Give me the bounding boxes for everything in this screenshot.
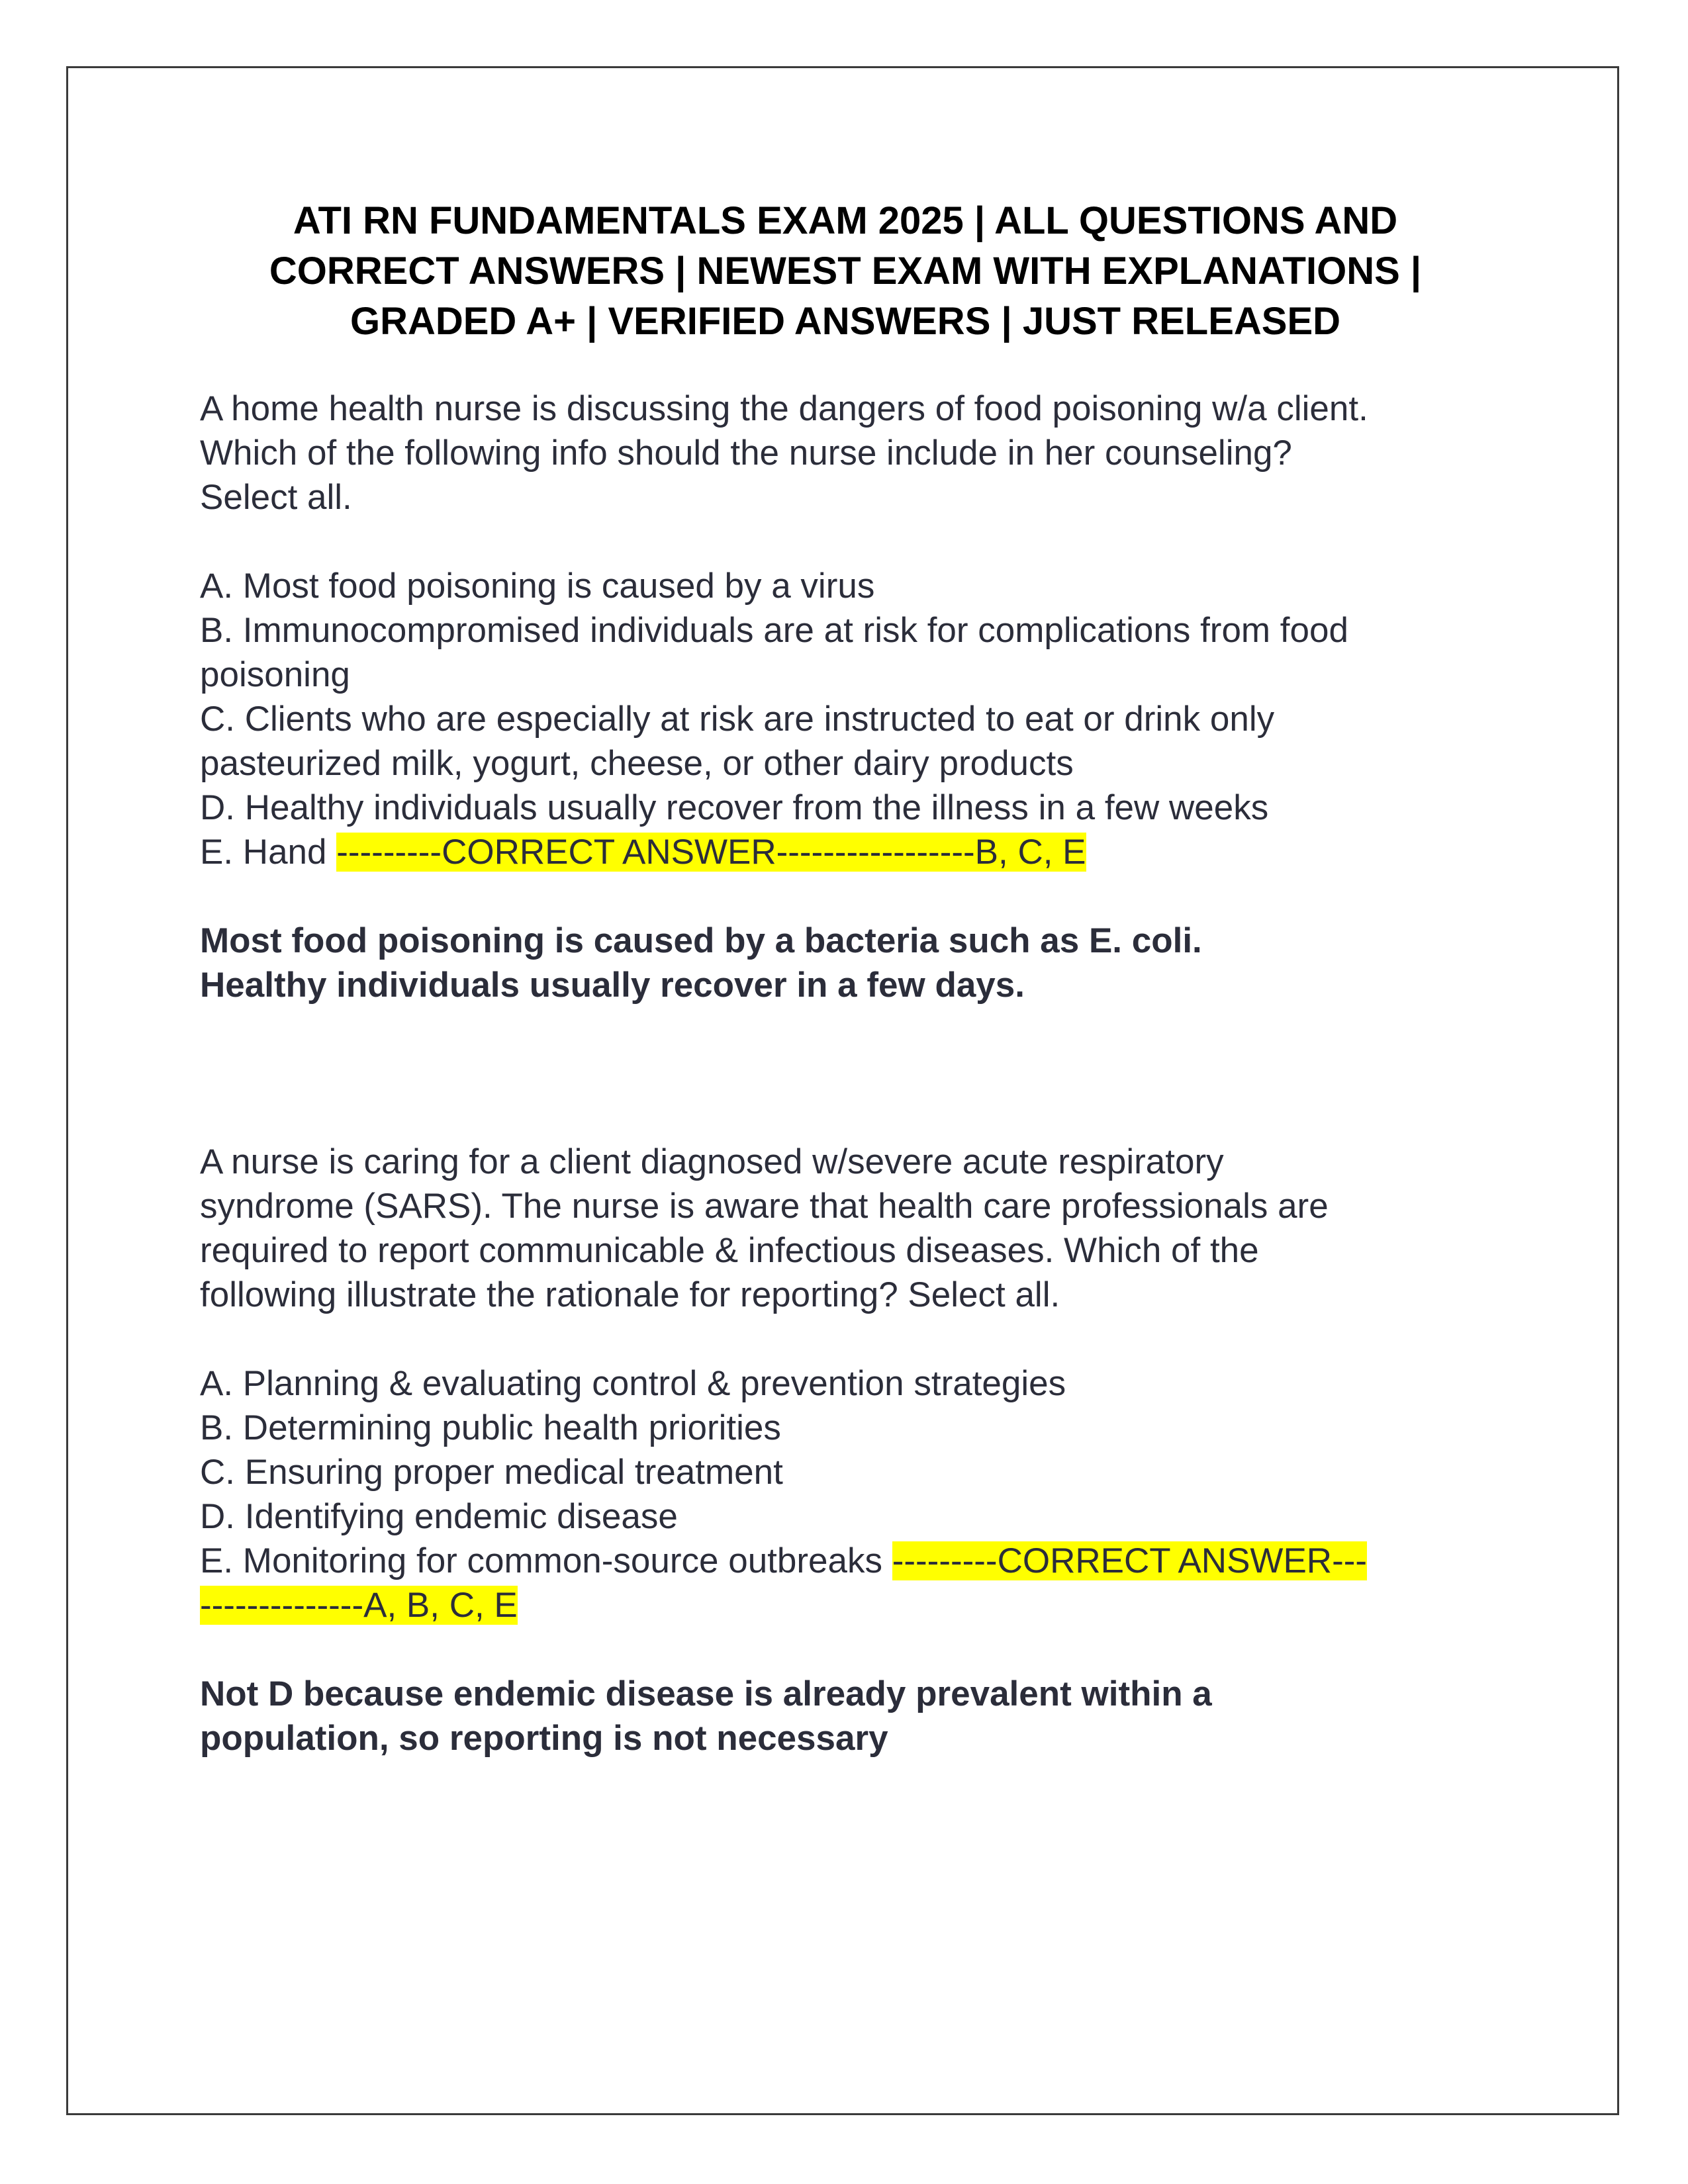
answer-option-text: E. Monitoring for common-source outbreaks xyxy=(200,1541,892,1580)
document-body xyxy=(200,196,1491,1760)
correct-answer-highlight: ---------CORRECT ANSWER--- xyxy=(892,1541,1368,1580)
explanation-line: population, so reporting is not necessary xyxy=(200,1719,888,1758)
answer-option: C. Ensuring proper medical treatment xyxy=(200,1453,783,1492)
correct-answer-highlight: ---------CORRECT ANSWER-----------------B, C, E xyxy=(336,833,1086,872)
question-stem-line: A home health nurse is discussing the dangers of food poisoning w/a client. xyxy=(200,389,1368,428)
answer-option: B. Immunocompromised individuals are at risk for complications from food xyxy=(200,611,1348,650)
answer-option: D. Healthy individuals usually recover from the illness in a few weeks xyxy=(200,788,1269,827)
question-stem-line: required to report communicable & infectious diseases. Which of the xyxy=(200,1231,1259,1270)
explanation-line: Most food poisoning is caused by a bacteria such as E. coli. xyxy=(200,921,1202,960)
question-stem-line: Which of the following info should the nurse include in her counseling? xyxy=(200,433,1292,473)
answer-option-with-key xyxy=(200,830,1491,874)
question-stem-line: syndrome (SARS). The nurse is aware that health care professionals are xyxy=(200,1187,1329,1226)
correct-answer-continuation xyxy=(200,1583,1491,1627)
question-stem-line: A nurse is caring for a client diagnosed w/severe acute respiratory xyxy=(200,1142,1224,1181)
answer-option: D. Identifying endemic disease xyxy=(200,1497,678,1536)
answer-option: A. Most food poisoning is caused by a virus xyxy=(200,567,875,606)
correct-answer-highlight: --------------A, B, C, E xyxy=(200,1586,518,1625)
explanation-line: Not D because endemic disease is already prevalent within a xyxy=(200,1674,1212,1713)
question-2 xyxy=(200,1140,1491,1760)
answer-option: poisoning xyxy=(200,655,350,694)
question-stem-line: following illustrate the rationale for reporting? Select all. xyxy=(200,1275,1060,1314)
answer-option: B. Determining public health priorities xyxy=(200,1408,781,1447)
answer-option: C. Clients who are especially at risk are instructed to eat or drink only xyxy=(200,700,1275,739)
document-title: ATI RN FUNDAMENTALS EXAM 2025 | ALL QUESTIONS AND CORRECT ANSWERS | NEWEST EXAM WITH EXPLANATIONS | GRADED A+ | VERIFIED ANSWERS | JUST RELEASED xyxy=(269,199,1422,343)
answer-option-text: E. Hand xyxy=(200,833,337,872)
explanation-line: Healthy individuals usually recover in a few days. xyxy=(200,966,1025,1005)
answer-option: pasteurized milk, yogurt, cheese, or other dairy products xyxy=(200,744,1074,783)
question-1 xyxy=(200,387,1491,1007)
answer-option-with-key xyxy=(200,1539,1491,1583)
answer-option: A. Planning & evaluating control & prevention strategies xyxy=(200,1364,1066,1403)
question-stem-line: Select all. xyxy=(200,478,352,517)
